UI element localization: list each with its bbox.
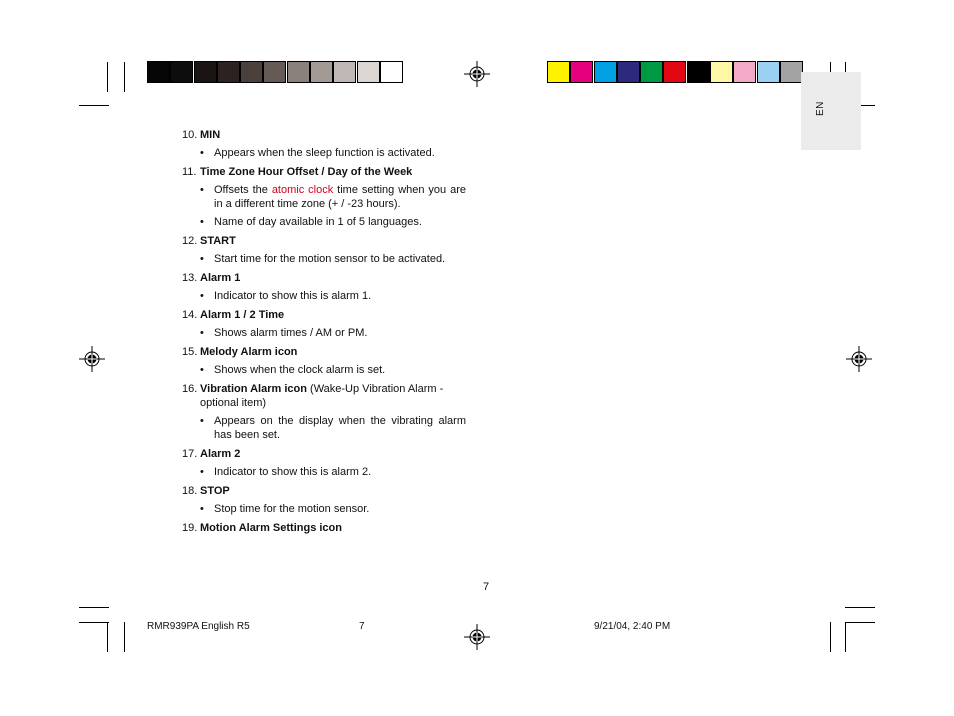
color-swatch (570, 61, 593, 83)
item-heading-text (200, 234, 466, 248)
bullet-icon: • (200, 253, 204, 265)
highlighted-term: atomic clock (271, 184, 334, 196)
footer-timestamp: 9/21/04, 2:40 PM (594, 621, 671, 632)
bullet-icon: • (200, 327, 204, 339)
item-number: 15. (182, 346, 198, 358)
bullet-text (214, 363, 466, 377)
registration-mark-icon (79, 346, 105, 372)
list-item (182, 271, 466, 303)
list-item (182, 345, 466, 377)
item-heading-text (200, 521, 466, 535)
bullet-text-segment: Appears on the display when the vibrating alarm has been set. (214, 415, 466, 441)
bullet-point (182, 252, 466, 266)
registration-mark-icon (846, 346, 872, 372)
item-heading (182, 165, 466, 179)
bullet-text (214, 289, 466, 303)
item-heading (182, 447, 466, 461)
item-heading-text (200, 345, 466, 359)
item-heading-text (200, 128, 466, 142)
bullet-text-segment: Offsets the (214, 184, 272, 196)
item-heading (182, 484, 466, 498)
item-number: 19. (182, 522, 198, 534)
color-swatch (547, 61, 570, 83)
item-title: Alarm 1 / 2 Time (200, 309, 285, 321)
bullet-text-segment: time setting when you are in a different time zone (+ / -23 hours). (214, 184, 466, 210)
list-item (182, 165, 466, 229)
grayscale-swatch (357, 61, 380, 83)
bullet-text (214, 465, 466, 479)
footer-page: 7 (359, 621, 365, 632)
list-item (182, 128, 466, 160)
item-heading-text (200, 165, 466, 179)
color-swatch (594, 61, 617, 83)
bullet-point (182, 502, 466, 516)
color-swatch (640, 61, 663, 83)
color-swatch (757, 61, 780, 83)
item-title: Alarm 2 (200, 448, 241, 460)
color-swatch (617, 61, 640, 83)
grayscale-color-bar (147, 61, 403, 83)
bullet-point (182, 215, 466, 229)
item-heading (182, 382, 466, 410)
item-title: STOP (200, 485, 230, 497)
bullet-text (214, 252, 466, 266)
color-swatch (733, 61, 756, 83)
footer-filename: RMR939PA English R5 (147, 621, 250, 632)
bullet-text-segment: Indicator to show this is alarm 2. (214, 466, 372, 478)
item-number: 11. (182, 166, 197, 178)
item-number: 10. (182, 129, 198, 141)
bullet-text (214, 414, 466, 442)
registration-mark-icon (464, 61, 490, 87)
list-item (182, 447, 466, 479)
item-number: 17. (182, 448, 198, 460)
item-heading-text (200, 447, 466, 461)
bullet-text (214, 215, 466, 229)
bullet-text-segment: Name of day available in 1 of 5 languages. (214, 216, 422, 228)
bullet-text-segment: Stop time for the motion sensor. (214, 503, 370, 515)
item-heading-text (200, 484, 466, 498)
color-swatch (687, 61, 710, 83)
item-heading-text (200, 308, 466, 322)
bullet-text-segment: Start time for the motion sensor to be activated. (214, 253, 446, 265)
bullet-text-segment: Shows when the clock alarm is set. (214, 364, 386, 376)
page-number: 7 (483, 581, 490, 593)
registration-mark-icon (464, 624, 490, 650)
bullet-point (182, 289, 466, 303)
language-tab (801, 72, 861, 150)
bullet-point (182, 414, 466, 442)
bullet-icon: • (200, 466, 204, 478)
bullet-icon: • (200, 503, 204, 515)
item-heading (182, 234, 466, 248)
bullet-point (182, 326, 466, 340)
grayscale-swatch (240, 61, 263, 83)
bullet-icon: • (200, 364, 204, 376)
bullet-text-segment: Shows alarm times / AM or PM. (214, 327, 368, 339)
list-item (182, 484, 466, 516)
list-item (182, 234, 466, 266)
item-number: 13. (182, 272, 198, 284)
item-heading-text (200, 382, 466, 410)
bullet-icon: • (200, 184, 204, 196)
item-title: Vibration Alarm icon (200, 383, 307, 395)
bullet-text-segment: Indicator to show this is alarm 1. (214, 290, 372, 302)
grayscale-swatch (170, 61, 193, 83)
bullet-point (182, 465, 466, 479)
bullet-point (182, 146, 466, 160)
item-number: 16. (182, 383, 198, 395)
bullet-text (214, 502, 466, 516)
color-swatch (780, 61, 803, 83)
language-tab-label: EN (815, 101, 826, 116)
list-item (182, 308, 466, 340)
grayscale-swatch (310, 61, 333, 83)
item-heading (182, 128, 466, 142)
color-swatch (663, 61, 686, 83)
grayscale-swatch (194, 61, 217, 83)
item-heading-text (200, 271, 466, 285)
item-title: Motion Alarm Settings icon (200, 522, 342, 534)
grayscale-swatch (147, 61, 170, 83)
list-item (182, 382, 466, 442)
color-swatch (710, 61, 733, 83)
item-heading (182, 308, 466, 322)
item-title: MIN (200, 129, 221, 141)
bullet-point (182, 183, 466, 211)
bullet-text (214, 326, 466, 340)
item-heading (182, 271, 466, 285)
list-item (182, 521, 466, 535)
item-heading (182, 521, 466, 535)
item-title: Alarm 1 (200, 272, 241, 284)
legend-list (182, 128, 466, 540)
bullet-text (214, 146, 466, 160)
item-heading (182, 345, 466, 359)
item-title: Melody Alarm icon (200, 346, 298, 358)
item-title-note: (Wake-Up Vibration Alarm - optional item) (200, 383, 444, 409)
bullet-text-segment: Appears when the sleep function is activated. (214, 147, 435, 159)
bullet-icon: • (200, 415, 204, 427)
grayscale-swatch (263, 61, 286, 83)
item-title: START (200, 235, 236, 247)
bullet-icon: • (200, 216, 204, 228)
item-number: 12. (182, 235, 198, 247)
item-title: Time Zone Hour Offset / Day of the Week (200, 166, 413, 178)
bullet-point (182, 363, 466, 377)
item-number: 18. (182, 485, 198, 497)
grayscale-swatch (217, 61, 240, 83)
bullet-icon: • (200, 147, 204, 159)
bullet-text (214, 183, 466, 211)
item-number: 14. (182, 309, 198, 321)
grayscale-swatch (287, 61, 310, 83)
grayscale-swatch (380, 61, 403, 83)
grayscale-swatch (333, 61, 356, 83)
bullet-icon: • (200, 290, 204, 302)
process-color-bar (547, 61, 803, 83)
